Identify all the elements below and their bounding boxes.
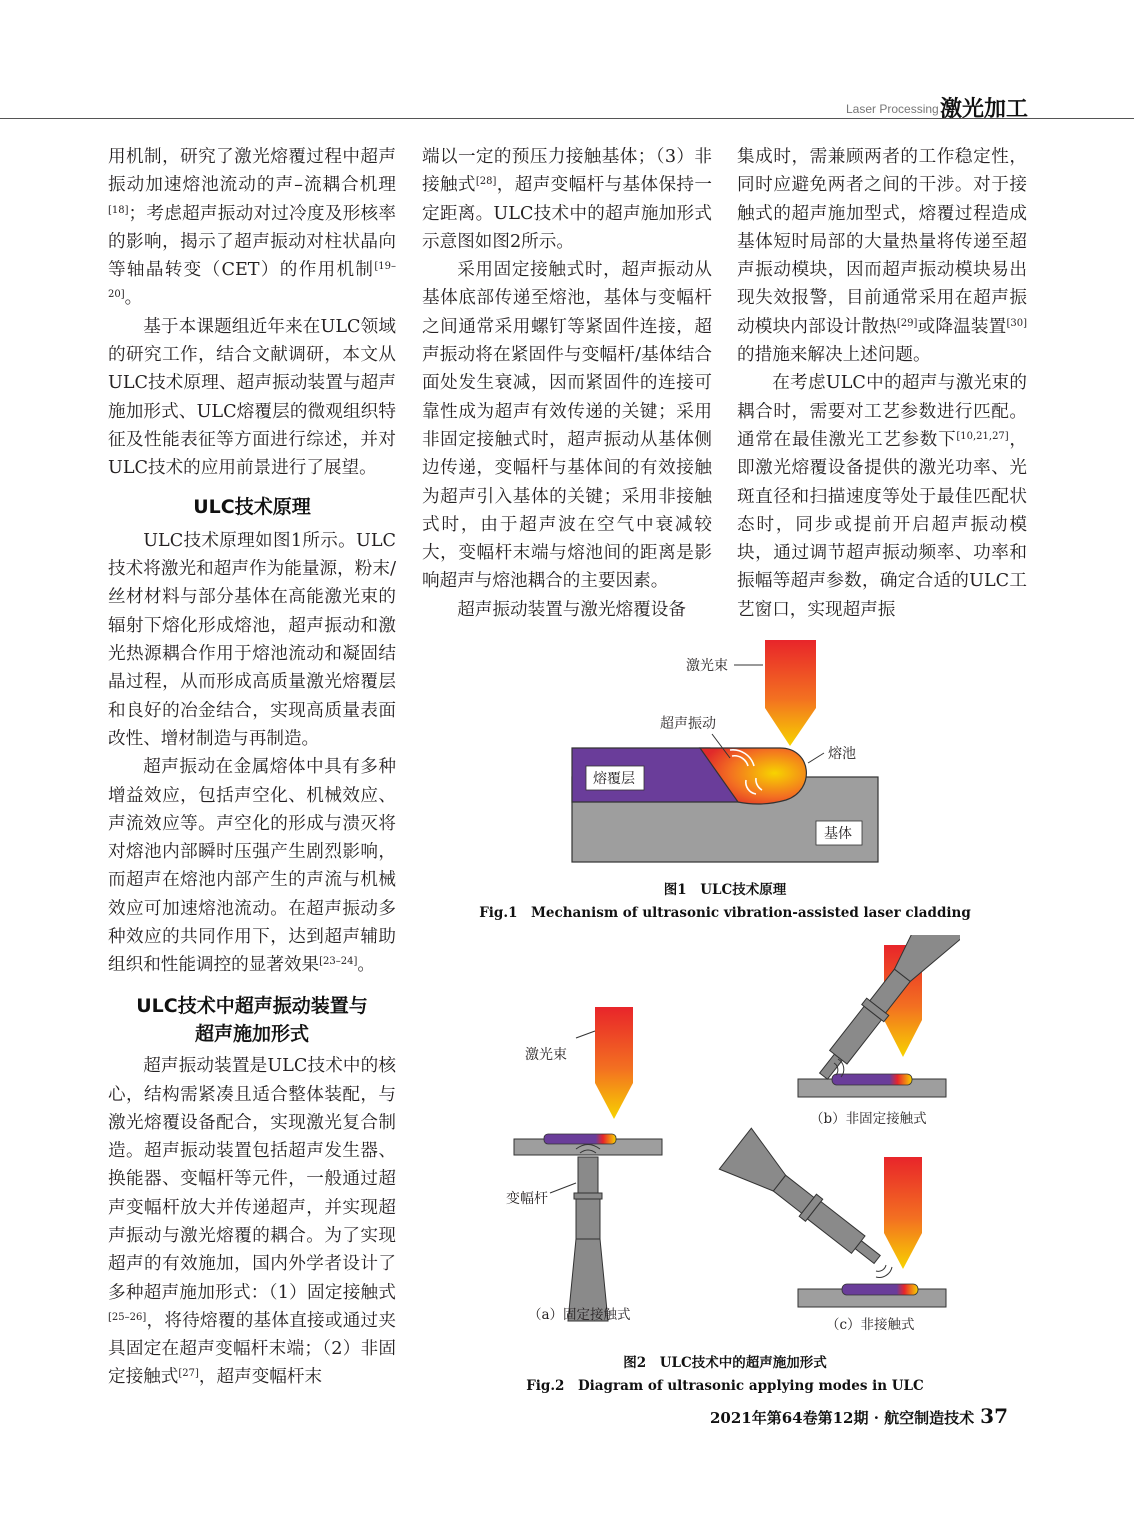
subfigure-a <box>506 1007 662 1323</box>
label-laser: 激光束 <box>686 658 728 674</box>
text: 集成时，需兼顾两者的工作稳定性，同时应避免两者之间的干涉。对于接触式的超声施加型式，熔覆过程造成基体短时局部的大量热量将传递至超声振动模块，因而超声振动模块易出现失效报警，目前通常采用在超声振动模块内部设计散热 <box>737 147 1027 337</box>
text: 端以一定的预压力接触基体；（3）非接触式 <box>422 147 712 196</box>
horn-body <box>807 1202 865 1254</box>
cladding-track <box>832 1074 912 1085</box>
subfigure-b <box>798 935 960 1127</box>
horn-flange <box>574 1193 602 1199</box>
header-journal-section-en: Laser Processing <box>846 102 939 116</box>
figure-1 <box>560 628 890 868</box>
horn-rod <box>578 1157 598 1193</box>
text: 超声振动在金属熔体中具有多种增益效应，包括声空化、机械效应、声流效应等。声空化的形成与溃灭将对熔池内部瞬时压强产生剧烈影响，而超声在熔池内部产生的声流与机械效应可加速熔池流动。在超声振动多种效应的共同作用下，达到超声辅助组织和性能调控的显著效果 <box>108 757 396 976</box>
citation: [25–26] <box>108 1311 147 1323</box>
text: ，即激光熔覆设备提供的激光功率、光斑直径和扫描速度等处于最佳匹配状态时，同步或提前开启超声振动模块，通过调节超声振动频率、功率和振幅等超声参数，确定合适的ULC工艺窗口，实现超声振 <box>737 429 1027 620</box>
label-substrate: 基体 <box>824 826 852 842</box>
figure-2 <box>500 935 960 1340</box>
caption-b: （b）非固定接触式 <box>810 1111 927 1127</box>
horn-body <box>830 1006 882 1064</box>
paragraph <box>108 753 396 979</box>
text: 或降温装置 <box>917 316 1007 337</box>
subfigure-c <box>719 1128 946 1333</box>
vibration-wave <box>876 1265 886 1271</box>
leader-line <box>808 753 824 763</box>
citation: [23–24] <box>319 956 358 968</box>
text: 的措施来解决上述问题。 <box>737 345 931 366</box>
citation: [30] <box>1006 317 1027 329</box>
header-rule <box>0 118 1134 119</box>
paragraph <box>422 143 712 256</box>
label-laser: 激光束 <box>525 1047 567 1063</box>
heading-line: ULC技术中超声振动装置与 <box>136 994 368 1017</box>
page-number: 37 <box>980 1404 1008 1428</box>
citation: [27] <box>178 1368 199 1380</box>
horn-assembly <box>803 935 960 1092</box>
paragraph: 基于本课题组近年来在ULC领域的研究工作，结合文献调研，本文从ULC技术原理、超声振动装置与超声施加形式、ULC熔覆层的微观组织特征及性能表征等方面进行综述，并对ULC技术的应用前景进行了展望。 <box>108 316 396 479</box>
text: ，将待熔覆的基体直接或通过夹具固定在超声变幅杆末端；（2）非固定接触式 <box>108 1310 396 1388</box>
paragraph <box>737 143 1027 369</box>
paragraph <box>108 143 396 313</box>
caption-c: （c）非接触式 <box>826 1317 915 1333</box>
text-column-2 <box>422 143 712 624</box>
horn-body <box>576 1199 600 1239</box>
laser-beam <box>884 1157 922 1269</box>
journal-issue: 2021年第64卷第12期 · 航空制造技术 <box>709 1409 975 1427</box>
text: 。 <box>124 288 143 309</box>
citation: [18] <box>108 204 129 216</box>
paragraph: 采用固定接触式时，超声振动从基体底部传递至熔池，基体与变幅杆之间通常采用螺钉等紧固件连接，超声振动将在紧固件与变幅杆/基体结合面处发生衰减，因而紧固件的连接可靠性成为超声有效传递的关键；采用非固定接触式时，超声振动从基体侧边传递，变幅杆与基体间的有效接触为超声引入基体的关键；采用非接触式时，由于超声波在空气中衰减较大，变幅杆末端与熔池间的距离是影响超声与熔池耦合的主要因素。 <box>422 260 712 592</box>
citation: [19–20] <box>108 261 396 301</box>
leader-line <box>550 1183 576 1193</box>
heading-line: 超声施加形式 <box>194 1022 309 1045</box>
citation: [29] <box>896 317 918 329</box>
page-footer <box>700 1404 1008 1428</box>
figure-1-diagram <box>560 628 890 868</box>
label-horn: 变幅杆 <box>506 1191 548 1207</box>
text: ，超声变幅杆与基体保持一定距离。ULC技术中的超声施加形式示意图如图2所示。 <box>422 175 712 252</box>
label-vibration: 超声振动 <box>660 716 716 732</box>
paragraph: 超声振动装置与激光熔覆设备 <box>457 599 686 620</box>
paragraph <box>737 369 1027 624</box>
figure-2-diagram <box>500 935 960 1340</box>
figure-1-caption-cn: 图1 ULC技术原理 <box>663 882 787 898</box>
cladding-track <box>842 1284 918 1295</box>
laser-beam <box>595 1007 633 1119</box>
header-journal-section-cn: 激光加工 <box>940 97 1029 122</box>
cladding-track <box>544 1134 616 1144</box>
paragraph: ULC技术原理如图1所示。ULC技术将激光和超声作为能量源，粉末/丝材材料与部分基体在高能激光束的辐射下熔化形成熔池，超声振动和激光热源耦合作用于熔池流动和凝固结晶过程，从而形成高质量激光熔覆层和良好的冶金结合，实现高质量表面改性、增材制造与再制造。 <box>108 530 396 749</box>
text: ，超声变幅杆末 <box>198 1367 323 1388</box>
text: 用机制，研究了激光熔覆过程中超声振动加速熔池流动的声–流耦合机理 <box>108 147 396 196</box>
laser-beam <box>765 640 816 746</box>
text: 超声振动装置是ULC技术中的核心，结构需紧凑且适合整体装配，与激光熔覆设备配合，实现激光复合制造。超声振动装置包括超声发生器、换能器、变幅杆等元件，一般通过超声变幅杆放大并传递超声，并实现超声振动与激光熔覆的耦合。为了实现超声的有效施加，国内外学者设计了多种超声施加形式：（1）固定接触式 <box>108 1056 396 1303</box>
section-heading: ULC技术原理 <box>193 495 311 518</box>
leader-line <box>576 1031 595 1038</box>
section-heading <box>108 980 396 1053</box>
caption-a: （a）固定接触式 <box>528 1307 631 1323</box>
text: 。 <box>357 955 376 976</box>
text: 在考虑ULC中的超声与激光束的耦合时，需要对工艺参数进行匹配。通常在最佳激光工艺参数下 <box>737 373 1027 450</box>
figure-2-caption-cn: 图2 ULC技术中的超声施加形式 <box>623 1355 827 1371</box>
figure-1-caption-en: Fig.1 Mechanism of ultrasonic vibration-assisted laser cladding <box>479 905 971 921</box>
citation: [10,21,27] <box>956 430 1009 442</box>
paragraph <box>108 1052 396 1392</box>
label-pool: 熔池 <box>828 746 856 762</box>
figure-2-caption-en: Fig.2 Diagram of ultrasonic applying modes in ULC <box>526 1378 924 1394</box>
text-column-3 <box>737 143 1027 624</box>
horn-assembly <box>719 1128 893 1280</box>
label-cladding: 熔覆层 <box>593 771 635 787</box>
text: ；考虑超声振动对过冷度及形核率的影响，揭示了超声振动对柱状晶向等轴晶转变（CET）的作用机制 <box>108 203 396 281</box>
text-column-1 <box>108 143 396 1392</box>
citation: [28] <box>475 176 497 188</box>
